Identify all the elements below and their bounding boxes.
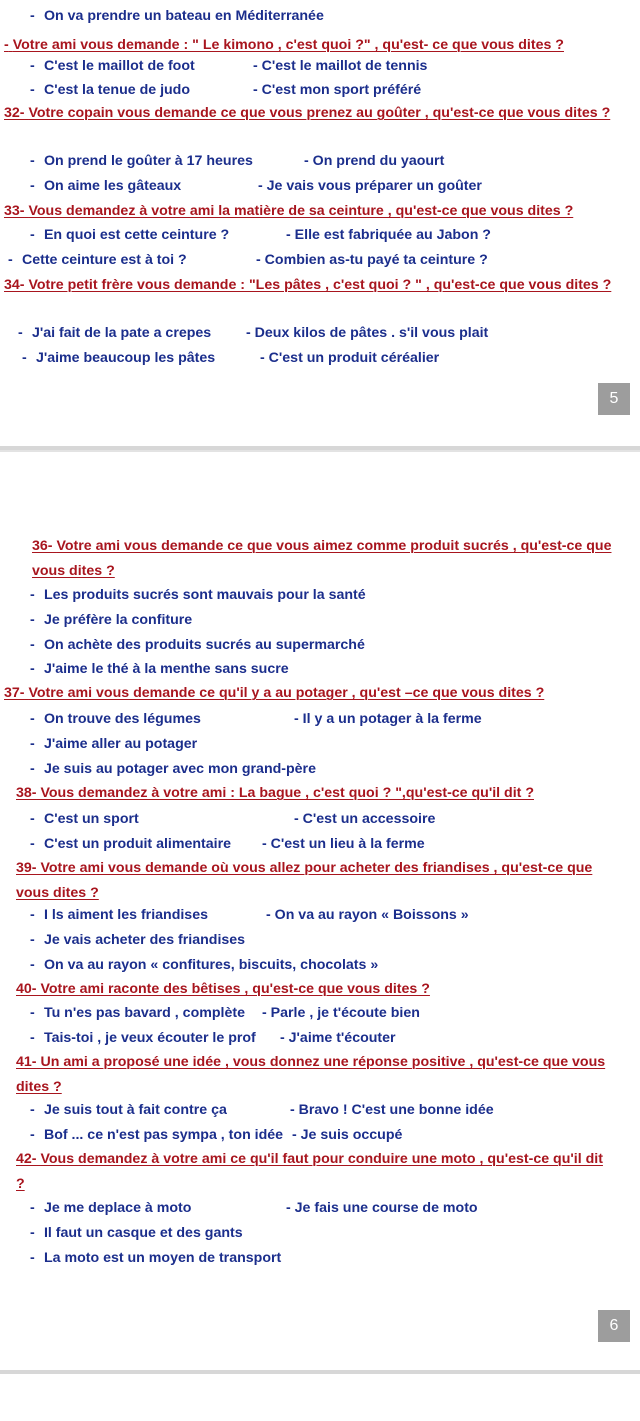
answer-option: On va prendre un bateau en Méditerranée <box>43 8 324 24</box>
question-text: Vous demandez à votre ami ce qu'il faut pour conduire une moto , qu'est-ce qu'il dit ? <box>16 1151 603 1192</box>
answer-option: Je me deplace à moto <box>43 1200 192 1216</box>
question <box>16 1147 612 1196</box>
answer-option-alt: - C'est mon sport préféré <box>253 82 422 98</box>
answer-option: On trouve des légumes <box>43 711 201 727</box>
answer-line <box>30 953 620 977</box>
question-text: Vous demandez à votre ami : La bague , c'est quoi ? ",qu'est-ce qu'il dit ? <box>40 785 534 801</box>
question-number: - <box>4 37 9 53</box>
answer-option-alt: - C'est un produit céréalier <box>260 350 440 366</box>
answer-option-alt: - Parle , je t'écoute bien <box>262 1005 420 1021</box>
answer-option: C'est la tenue de judo <box>43 82 191 98</box>
answer-option: I ls aiment les friandises <box>43 907 208 923</box>
worksheet-page-5 <box>0 0 640 450</box>
bullet-dash: - <box>30 58 35 74</box>
answer-option: On va au rayon « confitures, biscuits, chocolats » <box>43 957 379 973</box>
bullet-dash: - <box>30 761 35 777</box>
question <box>4 101 612 126</box>
answer-option: C'est un produit alimentaire <box>43 836 232 852</box>
answer-line <box>30 54 620 78</box>
answer-option: Je suis tout à fait contre ça <box>43 1102 227 1118</box>
answer-line <box>30 732 620 756</box>
question <box>32 534 612 583</box>
question-text: Votre ami raconte des bêtises , qu'est-ce que vous dites ? <box>40 981 430 997</box>
answer-option-alt: - Je vais vous préparer un goûter <box>258 178 482 194</box>
answer-option-alt: - Bravo ! C'est une bonne idée <box>290 1102 494 1118</box>
bullet-dash: - <box>30 1005 35 1021</box>
question-number: 39- <box>16 860 37 876</box>
question <box>4 273 612 298</box>
answer-line <box>30 1123 620 1147</box>
answer-line <box>30 174 620 198</box>
answer-line <box>30 657 620 681</box>
answer-line <box>30 832 620 856</box>
bullet-dash: - <box>30 957 35 973</box>
bullet-dash: - <box>30 587 35 603</box>
answer-option: Bof ... ce n'est pas sympa , ton idée <box>43 1127 284 1143</box>
bullet-dash: - <box>30 1225 35 1241</box>
bullet-dash: - <box>30 1127 35 1143</box>
answer-option-alt: - Elle est fabriquée au Jabon ? <box>286 227 491 243</box>
question <box>4 199 612 224</box>
question-number: 41- <box>16 1054 37 1070</box>
answer-option-alt: - C'est un accessoire <box>294 811 436 827</box>
answer-line <box>30 608 620 632</box>
bullet-dash: - <box>30 907 35 923</box>
bullet-dash: - <box>30 178 35 194</box>
answer-option: On achète des produits sucrés au supermarché <box>43 637 365 653</box>
answer-line <box>30 4 620 28</box>
answer-option-alt: - J'aime t'écouter <box>280 1030 396 1046</box>
answer-line <box>30 633 620 657</box>
answer-line <box>30 1098 620 1122</box>
answer-line <box>30 149 620 173</box>
question-number: 40- <box>16 981 37 997</box>
question-text: Votre petit frère vous demande : "Les pâtes , c'est quoi ? " , qu'est-ce que vous dites ? <box>28 277 612 293</box>
answer-option-alt: - C'est le maillot de tennis <box>253 58 428 74</box>
bullet-dash: - <box>30 1200 35 1216</box>
answer-line <box>30 1196 620 1220</box>
answer-line <box>30 707 620 731</box>
question-number: 36- <box>32 538 53 554</box>
page-divider <box>0 1370 640 1374</box>
answer-line <box>30 78 620 102</box>
bullet-dash: - <box>30 736 35 752</box>
bullet-dash: - <box>30 637 35 653</box>
answer-option: Les produits sucrés sont mauvais pour la santé <box>43 587 366 603</box>
bullet-dash: - <box>30 227 35 243</box>
question-text: Votre ami vous demande ce qu'il y a au potager , qu'est –ce que vous dites ? <box>28 685 545 701</box>
question <box>16 781 612 806</box>
question-text: Votre copain vous demande ce que vous prenez au goûter , qu'est-ce que vous dites ? <box>28 105 611 121</box>
bullet-dash: - <box>30 153 35 169</box>
worksheet-page-6 <box>0 452 640 1417</box>
bullet-dash: - <box>30 836 35 852</box>
bullet-dash: - <box>30 1250 35 1266</box>
bullet-dash: - <box>22 350 27 366</box>
bullet-dash: - <box>8 252 13 268</box>
answer-option: C'est un sport <box>43 811 139 827</box>
question-text: Votre ami vous demande où vous allez pour acheter des friandises , qu'est-ce que vous dites ? <box>16 860 593 901</box>
answer-option: C'est le maillot de foot <box>43 58 195 74</box>
answer-line <box>30 583 620 607</box>
answer-line <box>30 1001 620 1025</box>
question-text: Un ami a proposé une idée , vous donnez une réponse positive , qu'est-ce que vous dites ? <box>16 1054 606 1095</box>
question-number: 33- <box>4 203 25 219</box>
answer-option: Je vais acheter des friandises <box>43 932 246 948</box>
answer-line <box>30 1246 620 1270</box>
question-text: Vous demandez à votre ami la matière de sa ceinture , qu'est-ce que vous dites ? <box>28 203 574 219</box>
bullet-dash: - <box>30 811 35 827</box>
answer-option: Cette ceinture est à toi ? <box>21 252 187 268</box>
answer-option: J'ai fait de la pate a crepes <box>31 325 212 341</box>
answer-line <box>8 248 620 272</box>
answer-option: Il faut un casque et des gants <box>43 1225 243 1241</box>
answer-option-alt: - Deux kilos de pâtes . s'il vous plait <box>246 325 489 341</box>
question <box>16 977 612 1002</box>
answer-line <box>30 1221 620 1245</box>
answer-option-alt: - Combien as-tu payé ta ceinture ? <box>256 252 488 268</box>
answer-option: En quoi est cette ceinture ? <box>43 227 230 243</box>
bullet-dash: - <box>30 612 35 628</box>
answer-option-alt: - On va au rayon « Boissons » <box>266 907 469 923</box>
answer-option-alt: - Il y a un potager à la ferme <box>294 711 482 727</box>
question <box>16 856 612 905</box>
answer-line <box>30 223 620 247</box>
answer-option: La moto est un moyen de transport <box>43 1250 282 1266</box>
bullet-dash: - <box>30 711 35 727</box>
answer-line <box>30 807 620 831</box>
question-number: 34- <box>4 277 25 293</box>
question <box>16 1050 612 1099</box>
page-number-badge: 5 <box>598 383 630 415</box>
answer-option-alt: - Je suis occupé <box>292 1127 403 1143</box>
question-number: 32- <box>4 105 25 121</box>
page-number-badge: 6 <box>598 1310 630 1342</box>
question-text: Votre ami vous demande : " Le kimono , c'est quoi ?" , qu'est- ce que vous dites ? <box>12 37 564 53</box>
page-divider <box>0 446 640 450</box>
answer-line <box>30 757 620 781</box>
question-text: Votre ami vous demande ce que vous aimez comme produit sucrés , qu'est-ce que vous dites ? <box>32 538 612 579</box>
question <box>4 681 612 706</box>
answer-option: Tais-toi , je veux écouter le prof <box>43 1030 256 1046</box>
answer-line <box>18 321 620 345</box>
bullet-dash: - <box>30 8 35 24</box>
answer-line <box>22 346 620 370</box>
answer-option: On aime les gâteaux <box>43 178 182 194</box>
question-number: 42- <box>16 1151 37 1167</box>
bullet-dash: - <box>30 1102 35 1118</box>
answer-option-alt: - Je fais une course de moto <box>286 1200 478 1216</box>
bullet-dash: - <box>30 82 35 98</box>
bullet-dash: - <box>30 932 35 948</box>
answer-option: J'aime aller au potager <box>43 736 198 752</box>
bullet-dash: - <box>30 1030 35 1046</box>
answer-option: J'aime beaucoup les pâtes <box>35 350 216 366</box>
answer-line <box>30 928 620 952</box>
bullet-dash: - <box>30 661 35 677</box>
answer-option: Je suis au potager avec mon grand-père <box>43 761 316 777</box>
answer-option: J'aime le thé à la menthe sans sucre <box>43 661 289 677</box>
question-number: 38- <box>16 785 37 801</box>
answer-option: On prend le goûter à 17 heures <box>43 153 253 169</box>
answer-line <box>30 1026 620 1050</box>
bullet-dash: - <box>18 325 23 341</box>
answer-line <box>30 903 620 927</box>
answer-option-alt: - C'est un lieu à la ferme <box>262 836 425 852</box>
answer-option-alt: - On prend du yaourt <box>304 153 445 169</box>
answer-option: Je préfère la confiture <box>43 612 193 628</box>
answer-option: Tu n'es pas bavard , complète <box>43 1005 245 1021</box>
question-number: 37- <box>4 685 25 701</box>
